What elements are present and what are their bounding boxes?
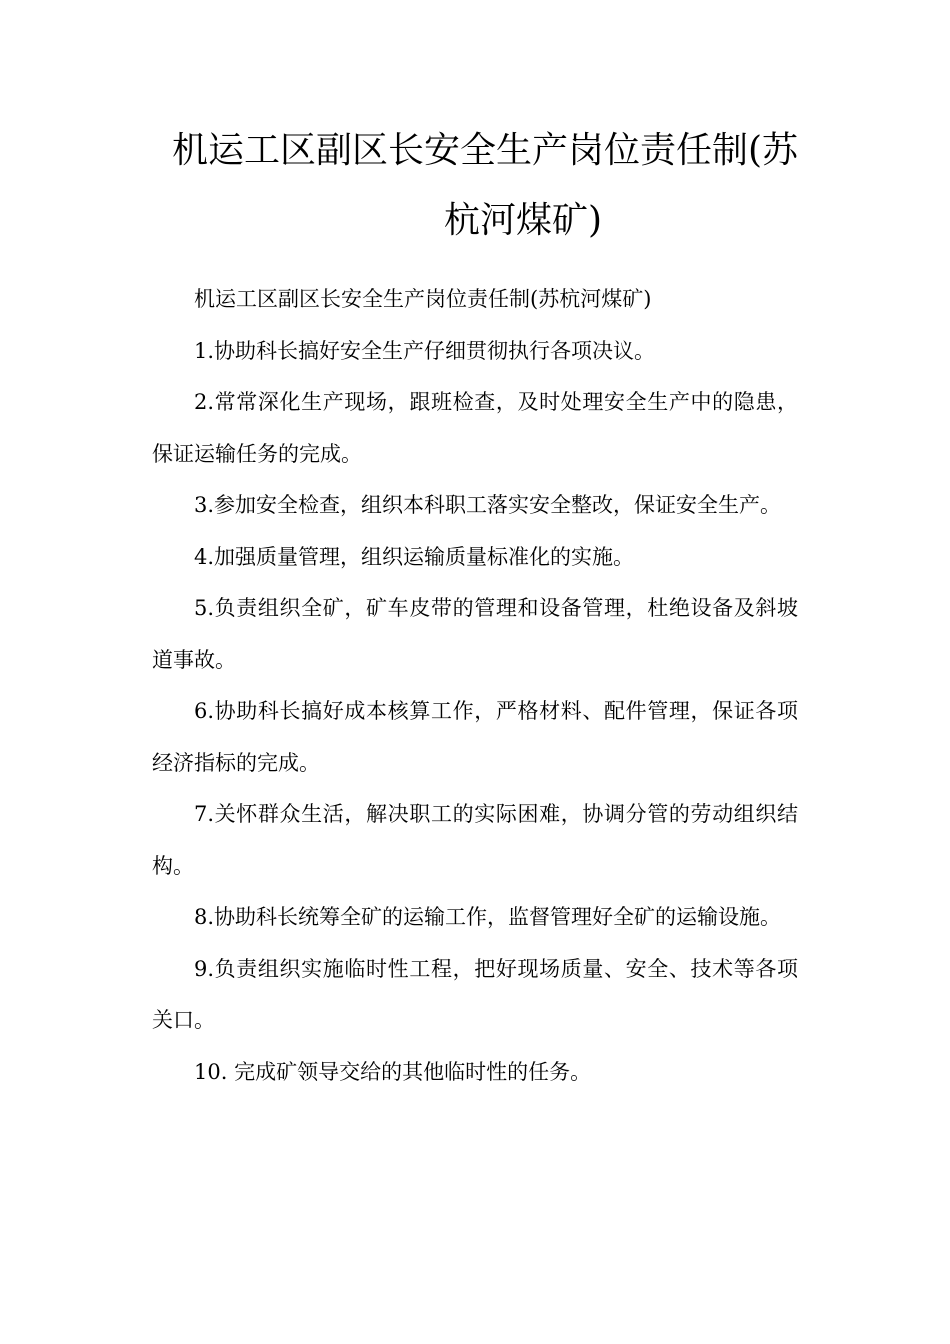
- paragraph-item-9: 9.负责组织实施临时性工程，把好现场质量、安全、技术等各项关口。: [152, 956, 798, 1032]
- paragraph-item-4: 4.加强质量管理，组织运输质量标准化的实施。: [194, 544, 635, 569]
- paragraph-item-5: 5.负责组织全矿，矿车皮带的管理和设备管理，杜绝设备及斜坡道事故。: [152, 596, 798, 672]
- paragraph-item-1: 1.协助科长搞好安全生产仔细贯彻执行各项决议。: [194, 338, 656, 363]
- paragraph-item-6: 6.协助科长搞好成本核算工作，严格材料、配件管理，保证各项经济指标的完成。: [152, 699, 798, 775]
- document-body: [152, 274, 798, 1098]
- paragraph-item-8: 8.协助科长统筹全矿的运输工作，监督管理好全矿的运输设施。: [194, 905, 782, 929]
- paragraph-item-3: 3.参加安全检查，组织本科职工落实安全整改，保证安全生产。: [194, 493, 782, 517]
- title-line-1: 机运工区副区长安全生产岗位责任制(苏: [171, 130, 798, 171]
- paragraph-item-10: 10. 完成矿领导交给的其他临时性的任务。: [194, 1059, 592, 1084]
- paragraph-intro: 机运工区副区长安全生产岗位责任制(苏杭河煤矿): [194, 287, 652, 311]
- paragraph-item-2: 2.常常深化生产现场，跟班检查，及时处理安全生产中的隐患，保证运输任务的完成。: [152, 390, 798, 466]
- title-line-2: 杭河煤矿): [443, 200, 603, 241]
- paragraph-item-7: 7.关怀群众生活，解决职工的实际困难，协调分管的劳动组织结构。: [152, 802, 798, 878]
- document-title: [150, 116, 798, 256]
